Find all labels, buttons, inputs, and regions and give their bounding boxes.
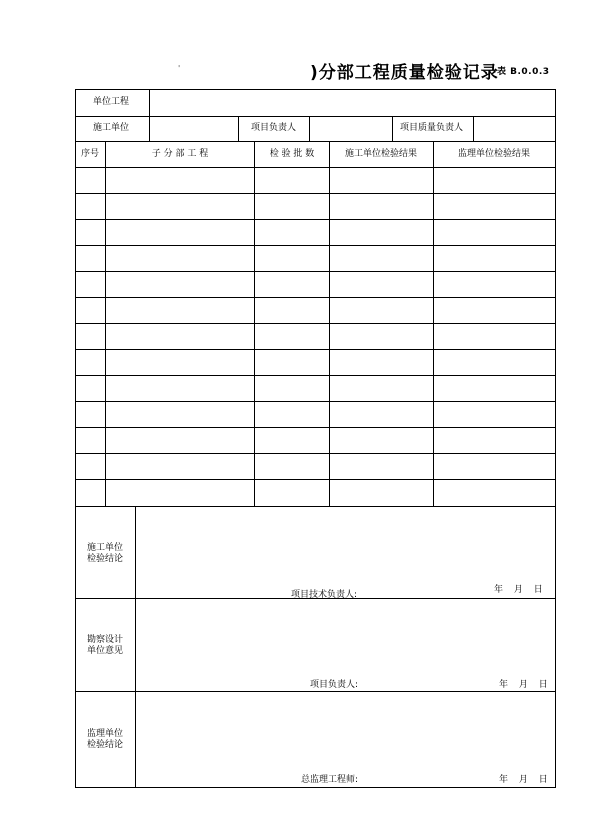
supervisor-result-cell[interactable] bbox=[434, 403, 555, 427]
sub-project-cell[interactable] bbox=[106, 429, 254, 453]
batch-count-cell[interactable] bbox=[255, 195, 329, 219]
sub-project-cell[interactable] bbox=[106, 481, 254, 505]
supervisor-label-line2: 检验结论 bbox=[86, 740, 123, 750]
designer-label-line2: 单位意见 bbox=[86, 646, 123, 656]
batch-count-cell[interactable] bbox=[255, 351, 329, 375]
seq-cell[interactable] bbox=[76, 481, 105, 505]
sub-project-cell[interactable] bbox=[106, 221, 254, 245]
sub-project-cell[interactable] bbox=[106, 273, 254, 297]
seq-cell[interactable] bbox=[76, 195, 105, 219]
supervisor-result-cell[interactable] bbox=[434, 325, 555, 349]
constructor-conclusion-field[interactable] bbox=[140, 510, 550, 580]
supervisor-result-cell[interactable] bbox=[434, 481, 555, 505]
constructor-result-cell[interactable] bbox=[330, 169, 433, 193]
constructor-result-cell[interactable] bbox=[330, 299, 433, 323]
supervisor-result-cell[interactable] bbox=[434, 273, 555, 297]
table-number: 表 B.0.0.3 bbox=[497, 67, 550, 77]
seq-cell[interactable] bbox=[76, 325, 105, 349]
constructor-result-cell[interactable] bbox=[330, 325, 433, 349]
sub-project-cell[interactable] bbox=[106, 325, 254, 349]
sub-project-cell[interactable] bbox=[106, 455, 254, 479]
sub-project-cell[interactable] bbox=[106, 299, 254, 323]
col-header-constructor-result: 施工单位检验结果 bbox=[344, 149, 418, 159]
constructor-result-cell[interactable] bbox=[330, 403, 433, 427]
seq-cell[interactable] bbox=[76, 377, 105, 401]
supervisor-result-cell[interactable] bbox=[434, 429, 555, 453]
designer-signer-label: 项目负责人: bbox=[310, 680, 359, 690]
construction-unit-label: 施工单位 bbox=[93, 123, 130, 133]
col-header-supervisor-result: 监理单位检验结果 bbox=[457, 149, 531, 159]
designer-opinion-label bbox=[77, 635, 133, 657]
supervisor-conclusion-field[interactable] bbox=[140, 695, 550, 767]
constructor-label-line1: 施工单位 bbox=[86, 543, 123, 553]
seq-cell[interactable] bbox=[76, 351, 105, 375]
sub-project-cell[interactable] bbox=[106, 403, 254, 427]
batch-count-cell[interactable] bbox=[255, 403, 329, 427]
col-header-seq: 序号 bbox=[80, 149, 100, 159]
seq-cell[interactable] bbox=[76, 429, 105, 453]
quality-leader-label: 项目质量负责人 bbox=[400, 123, 464, 133]
seq-cell[interactable] bbox=[76, 247, 105, 271]
seq-cell[interactable] bbox=[76, 403, 105, 427]
batch-count-cell[interactable] bbox=[255, 299, 329, 323]
supervisor-date: 年 月 日 bbox=[499, 775, 548, 785]
constructor-conclusion-label bbox=[77, 543, 133, 565]
batch-count-cell[interactable] bbox=[255, 221, 329, 245]
project-leader-label: 项目负责人 bbox=[251, 123, 297, 133]
seq-cell[interactable] bbox=[76, 299, 105, 323]
seq-cell[interactable] bbox=[76, 169, 105, 193]
stray-mark: ' bbox=[178, 64, 181, 73]
seq-cell[interactable] bbox=[76, 273, 105, 297]
supervisor-signer-label: 总监理工程师: bbox=[301, 775, 359, 785]
batch-count-cell[interactable] bbox=[255, 273, 329, 297]
batch-count-cell[interactable] bbox=[255, 455, 329, 479]
supervisor-result-cell[interactable] bbox=[434, 351, 555, 375]
supervisor-result-cell[interactable] bbox=[434, 169, 555, 193]
constructor-result-cell[interactable] bbox=[330, 455, 433, 479]
batch-count-cell[interactable] bbox=[255, 429, 329, 453]
constructor-result-cell[interactable] bbox=[330, 377, 433, 401]
constructor-result-cell[interactable] bbox=[330, 481, 433, 505]
designer-label-line1: 勘察设计 bbox=[86, 635, 123, 645]
unit-project-label: 单位工程 bbox=[93, 97, 130, 107]
batch-count-cell[interactable] bbox=[255, 325, 329, 349]
constructor-result-cell[interactable] bbox=[330, 247, 433, 271]
quality-leader-field[interactable] bbox=[476, 119, 554, 139]
designer-opinion-field[interactable] bbox=[140, 602, 550, 672]
unit-project-field[interactable] bbox=[152, 95, 552, 113]
batch-count-cell[interactable] bbox=[255, 247, 329, 271]
project-leader-field[interactable] bbox=[312, 119, 390, 139]
designer-date: 年 月 日 bbox=[499, 680, 548, 690]
supervisor-result-cell[interactable] bbox=[434, 455, 555, 479]
sub-project-cell[interactable] bbox=[106, 377, 254, 401]
seq-cell[interactable] bbox=[76, 455, 105, 479]
supervisor-result-cell[interactable] bbox=[434, 221, 555, 245]
sub-project-cell[interactable] bbox=[106, 247, 254, 271]
constructor-result-cell[interactable] bbox=[330, 195, 433, 219]
col-header-sub-project: 子 分 部 工 程 bbox=[151, 149, 209, 159]
constructor-result-cell[interactable] bbox=[330, 351, 433, 375]
constructor-result-cell[interactable] bbox=[330, 273, 433, 297]
sub-project-cell[interactable] bbox=[106, 195, 254, 219]
batch-count-cell[interactable] bbox=[255, 481, 329, 505]
constructor-label-line2: 检验结论 bbox=[86, 554, 123, 564]
constructor-result-cell[interactable] bbox=[330, 221, 433, 245]
form-title: )分部工程质量检验记录 bbox=[310, 63, 499, 83]
constructor-date: 年 月 日 bbox=[494, 585, 543, 595]
col-header-batch-count: 检 验 批 数 bbox=[269, 149, 315, 159]
sub-project-cell[interactable] bbox=[106, 169, 254, 193]
constructor-result-cell[interactable] bbox=[330, 429, 433, 453]
batch-count-cell[interactable] bbox=[255, 169, 329, 193]
construction-unit-field[interactable] bbox=[152, 119, 236, 139]
supervisor-result-cell[interactable] bbox=[434, 299, 555, 323]
supervisor-result-cell[interactable] bbox=[434, 195, 555, 219]
seq-cell[interactable] bbox=[76, 221, 105, 245]
constructor-signer-label: 项目技术负责人: bbox=[291, 590, 358, 600]
sub-project-cell[interactable] bbox=[106, 351, 254, 375]
supervisor-result-cell[interactable] bbox=[434, 247, 555, 271]
supervisor-conclusion-label bbox=[77, 729, 133, 751]
supervisor-result-cell[interactable] bbox=[434, 377, 555, 401]
supervisor-label-line1: 监理单位 bbox=[86, 729, 123, 739]
batch-count-cell[interactable] bbox=[255, 377, 329, 401]
